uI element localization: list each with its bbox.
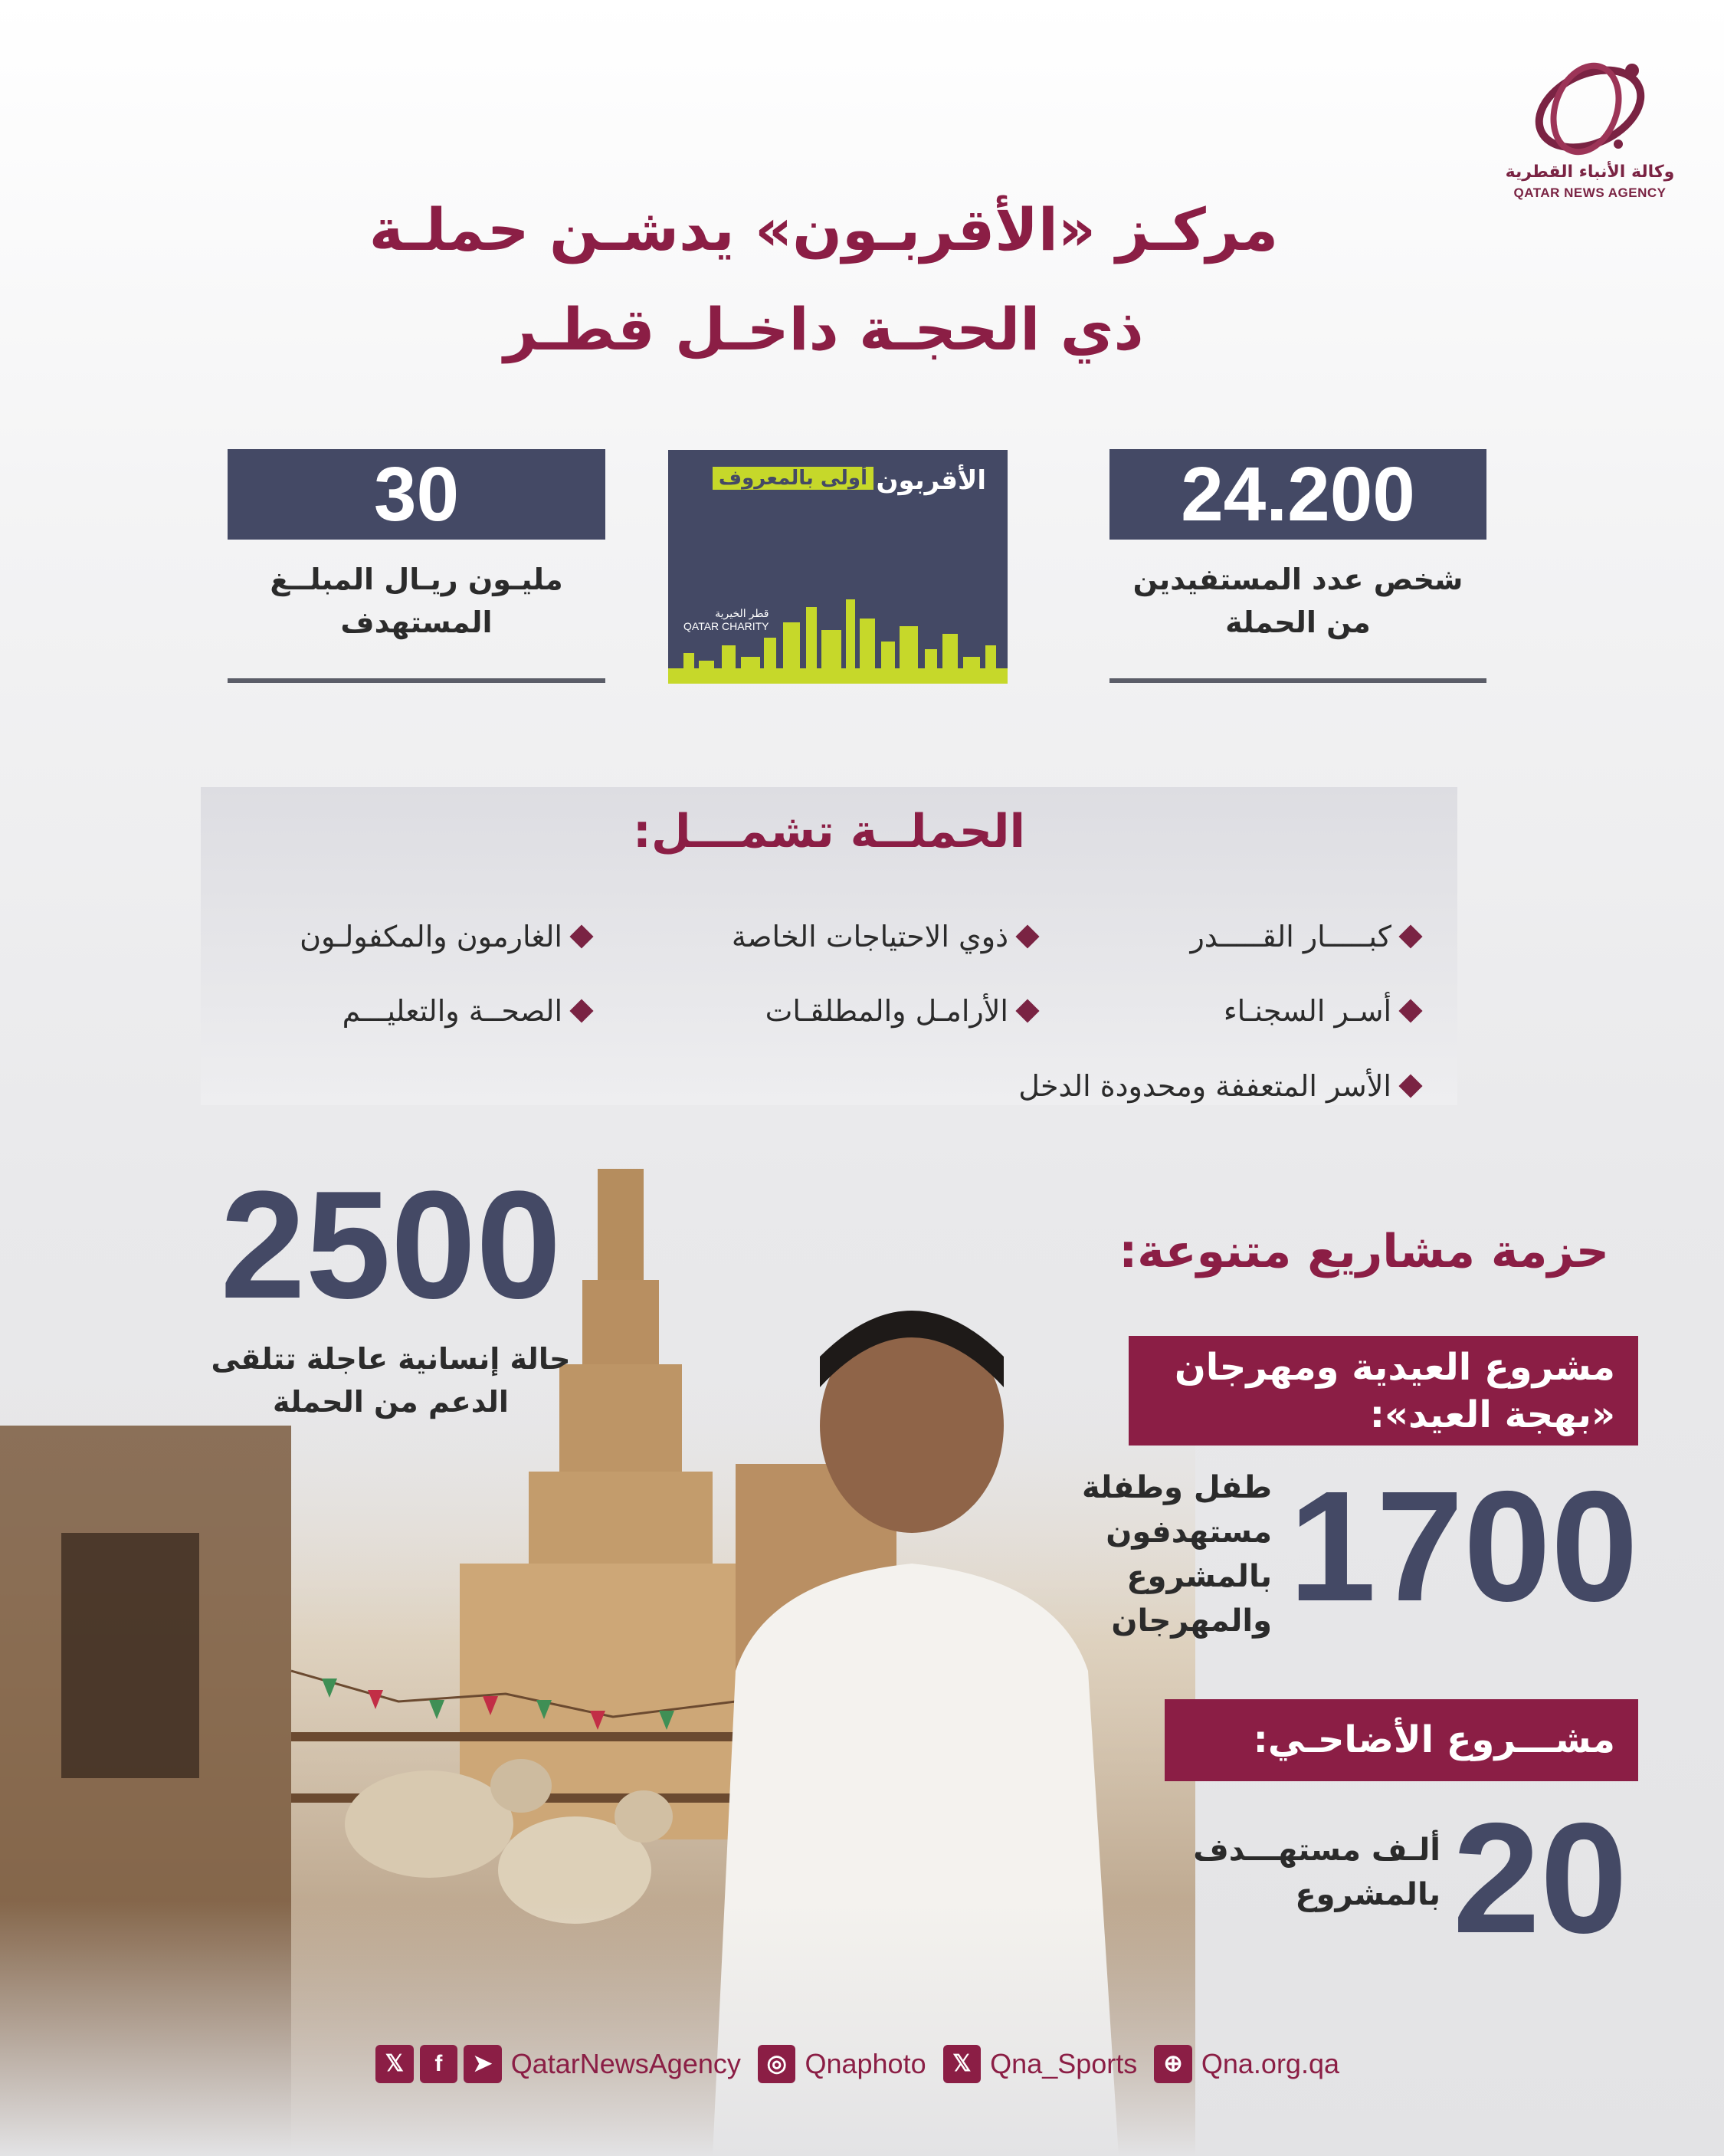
eid-project-banner: [1129, 1336, 1638, 1446]
logo-english-name: QATAR NEWS AGENCY: [1513, 185, 1667, 200]
divider: [1109, 678, 1486, 683]
page-title: [192, 180, 1456, 379]
diamond-bullet-icon: [1398, 924, 1422, 948]
eid-project-value: 1700: [1288, 1459, 1639, 1634]
title-line-1: مركـز «الأقربـون» يدشـن حملـة: [369, 195, 1279, 264]
eid-project-caption: [965, 1465, 1272, 1643]
target-amount-value: 30: [228, 449, 605, 540]
campaign-image: [668, 450, 1008, 684]
website-link[interactable]: Qna.org.qa: [1201, 2048, 1339, 2079]
beneficiaries-caption: [1109, 558, 1486, 644]
cases-caption-line-1: حالة إنسانية عاجلة تتلقى: [211, 1342, 571, 1376]
social-footer: [375, 2037, 1356, 2091]
qna-sports-handle-link[interactable]: Qna_Sports: [990, 2048, 1138, 2079]
x-icon[interactable]: 𝕏: [375, 2045, 414, 2083]
adahi-project-banner: مشـــروع الأضاحـي:: [1165, 1699, 1638, 1781]
diamond-bullet-icon: [569, 999, 593, 1022]
list-item: الأسر المتعففة ومحدودة الدخل: [1018, 1069, 1419, 1103]
campaign-tagline: أولى بالمعروف: [713, 467, 873, 490]
facebook-icon[interactable]: f: [420, 2045, 458, 2083]
adahi-project-caption: [1103, 1828, 1440, 1917]
eid-caption-line-1: طفل وطفلة: [1081, 1470, 1272, 1505]
target-amount-caption-line-2: المستهدف: [340, 605, 493, 639]
list-item: الصحــة والتعليـــم: [343, 994, 590, 1028]
title-line-2: ذي الحجـة داخـل قطـر: [503, 295, 1144, 363]
adahi-caption-line-2: بالمشروع: [1295, 1877, 1440, 1912]
cases-caption-line-2: الدعم من الحملة: [273, 1385, 509, 1419]
telegram-icon[interactable]: ➤: [464, 2045, 502, 2083]
x-icon[interactable]: 𝕏: [943, 2045, 982, 2083]
qna-logo: [1494, 54, 1686, 207]
includes-title: الحملــة تشمـــل:: [632, 805, 1026, 858]
projects-heading: حزمة مشاريع متنوعة:: [1119, 1225, 1609, 1278]
list-item: الأرامـل والمطلقـات: [765, 994, 1036, 1028]
diamond-bullet-icon: [1015, 999, 1039, 1022]
instagram-icon[interactable]: ◎: [758, 2045, 796, 2083]
eid-banner-line-2: «بهجة العيد»:: [1369, 1393, 1615, 1436]
campaign-brand: الأقربون: [876, 465, 986, 496]
cases-value: 2500: [220, 1160, 562, 1331]
diamond-bullet-icon: [569, 924, 593, 948]
list-item: الغارمون والمكفولـون: [300, 920, 590, 953]
list-item: ذوي الاحتياجات الخاصة: [732, 920, 1036, 953]
beneficiaries-caption-line-2: من الحملة: [1225, 605, 1371, 639]
target-amount-caption-line-1: مليـون ريـال المبلــغ: [270, 563, 563, 596]
qna-handle-link[interactable]: QatarNewsAgency: [510, 2048, 741, 2079]
cases-caption: [153, 1337, 628, 1423]
qna-emblem-icon: [1517, 54, 1663, 161]
beneficiaries-caption-line-1: شخص عدد المستفيدين: [1132, 563, 1463, 596]
diamond-bullet-icon: [1398, 1074, 1422, 1098]
qatar-charity-english: QATAR CHARITY: [683, 620, 769, 632]
qatar-charity-arabic: قطر الخيرية: [715, 607, 769, 619]
target-amount-caption: [228, 558, 605, 644]
qnaphoto-handle-link[interactable]: Qnaphoto: [805, 2048, 926, 2079]
diamond-bullet-icon: [1398, 999, 1422, 1022]
beneficiaries-value: 24.200: [1109, 449, 1486, 540]
diamond-bullet-icon: [1015, 924, 1039, 948]
eid-caption-line-3: بالمشروع والمهرجان: [1111, 1559, 1272, 1639]
divider: [228, 678, 605, 683]
list-item: أسـر السجنـاء: [1224, 994, 1419, 1028]
city-skyline-icon: [668, 599, 1008, 684]
adahi-project-value: 20: [1452, 1790, 1628, 1966]
list-item: كبـــــار القـــــدر: [1190, 920, 1419, 953]
logo-arabic-name: وكالة الأنباء القطرية: [1505, 162, 1675, 182]
globe-icon[interactable]: ⊕: [1154, 2045, 1192, 2083]
eid-banner-line-1: مشروع العيدية ومهرجان: [1174, 1346, 1615, 1389]
eid-caption-line-2: مستهدفون: [1106, 1514, 1272, 1550]
adahi-caption-line-1: ألـف مستهـــدف: [1193, 1833, 1440, 1868]
